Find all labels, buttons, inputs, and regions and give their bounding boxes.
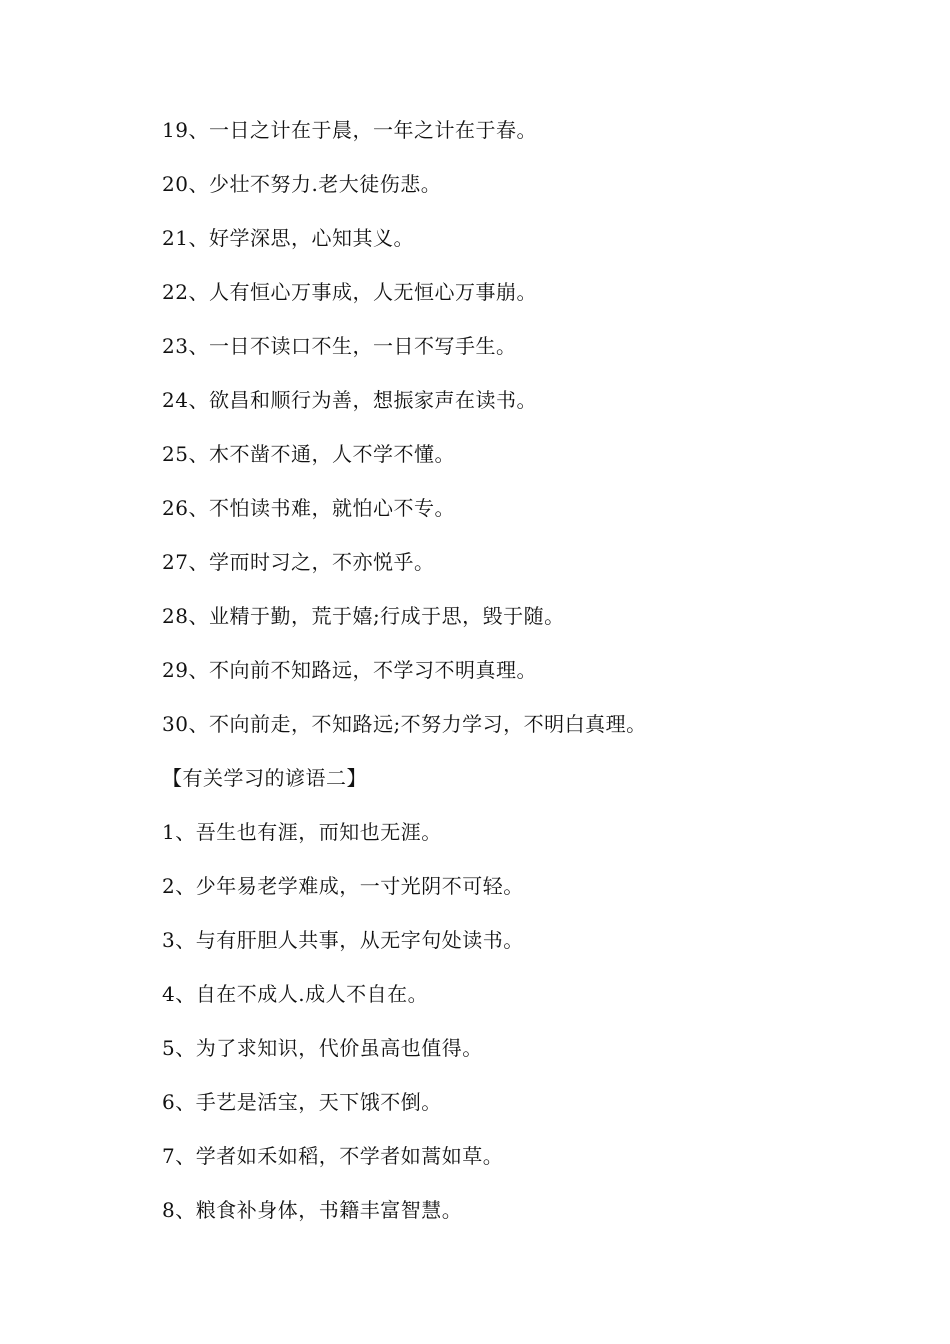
list-item: 25、木不凿不通，人不学不懂。 xyxy=(162,442,455,466)
list-item: 2、少年易老学难成，一寸光阴不可轻。 xyxy=(162,874,524,898)
list-item: 7、学者如禾如稻，不学者如蒿如草。 xyxy=(162,1144,504,1168)
list-item: 23、一日不读口不生，一日不写手生。 xyxy=(162,334,517,358)
list-item: 29、不向前不知路远，不学习不明真理。 xyxy=(162,658,537,682)
list-item: 1、吾生也有涯，而知也无涯。 xyxy=(162,820,442,844)
list-item: 6、手艺是活宝，天下饿不倒。 xyxy=(162,1090,442,1114)
list-item: 3、与有肝胆人共事，从无字句处读书。 xyxy=(162,928,524,952)
list-item: 30、不向前走，不知路远;不努力学习，不明白真理。 xyxy=(162,712,647,736)
section-heading: 【有关学习的谚语二】 xyxy=(162,766,367,790)
list-item: 20、少壮不努力.老大徒伤悲。 xyxy=(162,172,442,196)
list-item: 19、一日之计在于晨，一年之计在于春。 xyxy=(162,118,537,142)
list-item: 28、业精于勤，荒于嬉;行成于思，毁于随。 xyxy=(162,604,565,628)
proverb-list xyxy=(162,112,902,1246)
list-item: 27、学而时习之，不亦悦乎。 xyxy=(162,550,435,574)
list-item: 24、欲昌和顺行为善，想振家声在读书。 xyxy=(162,388,537,412)
list-item: 22、人有恒心万事成，人无恒心万事崩。 xyxy=(162,280,537,304)
list-item: 21、好学深思，心知其义。 xyxy=(162,226,414,250)
list-item: 26、不怕读书难，就怕心不专。 xyxy=(162,496,455,520)
list-item: 4、自在不成人.成人不自在。 xyxy=(162,982,429,1006)
list-item: 8、粮食补身体，书籍丰富智慧。 xyxy=(162,1198,463,1222)
list-item: 5、为了求知识，代价虽高也值得。 xyxy=(162,1036,483,1060)
